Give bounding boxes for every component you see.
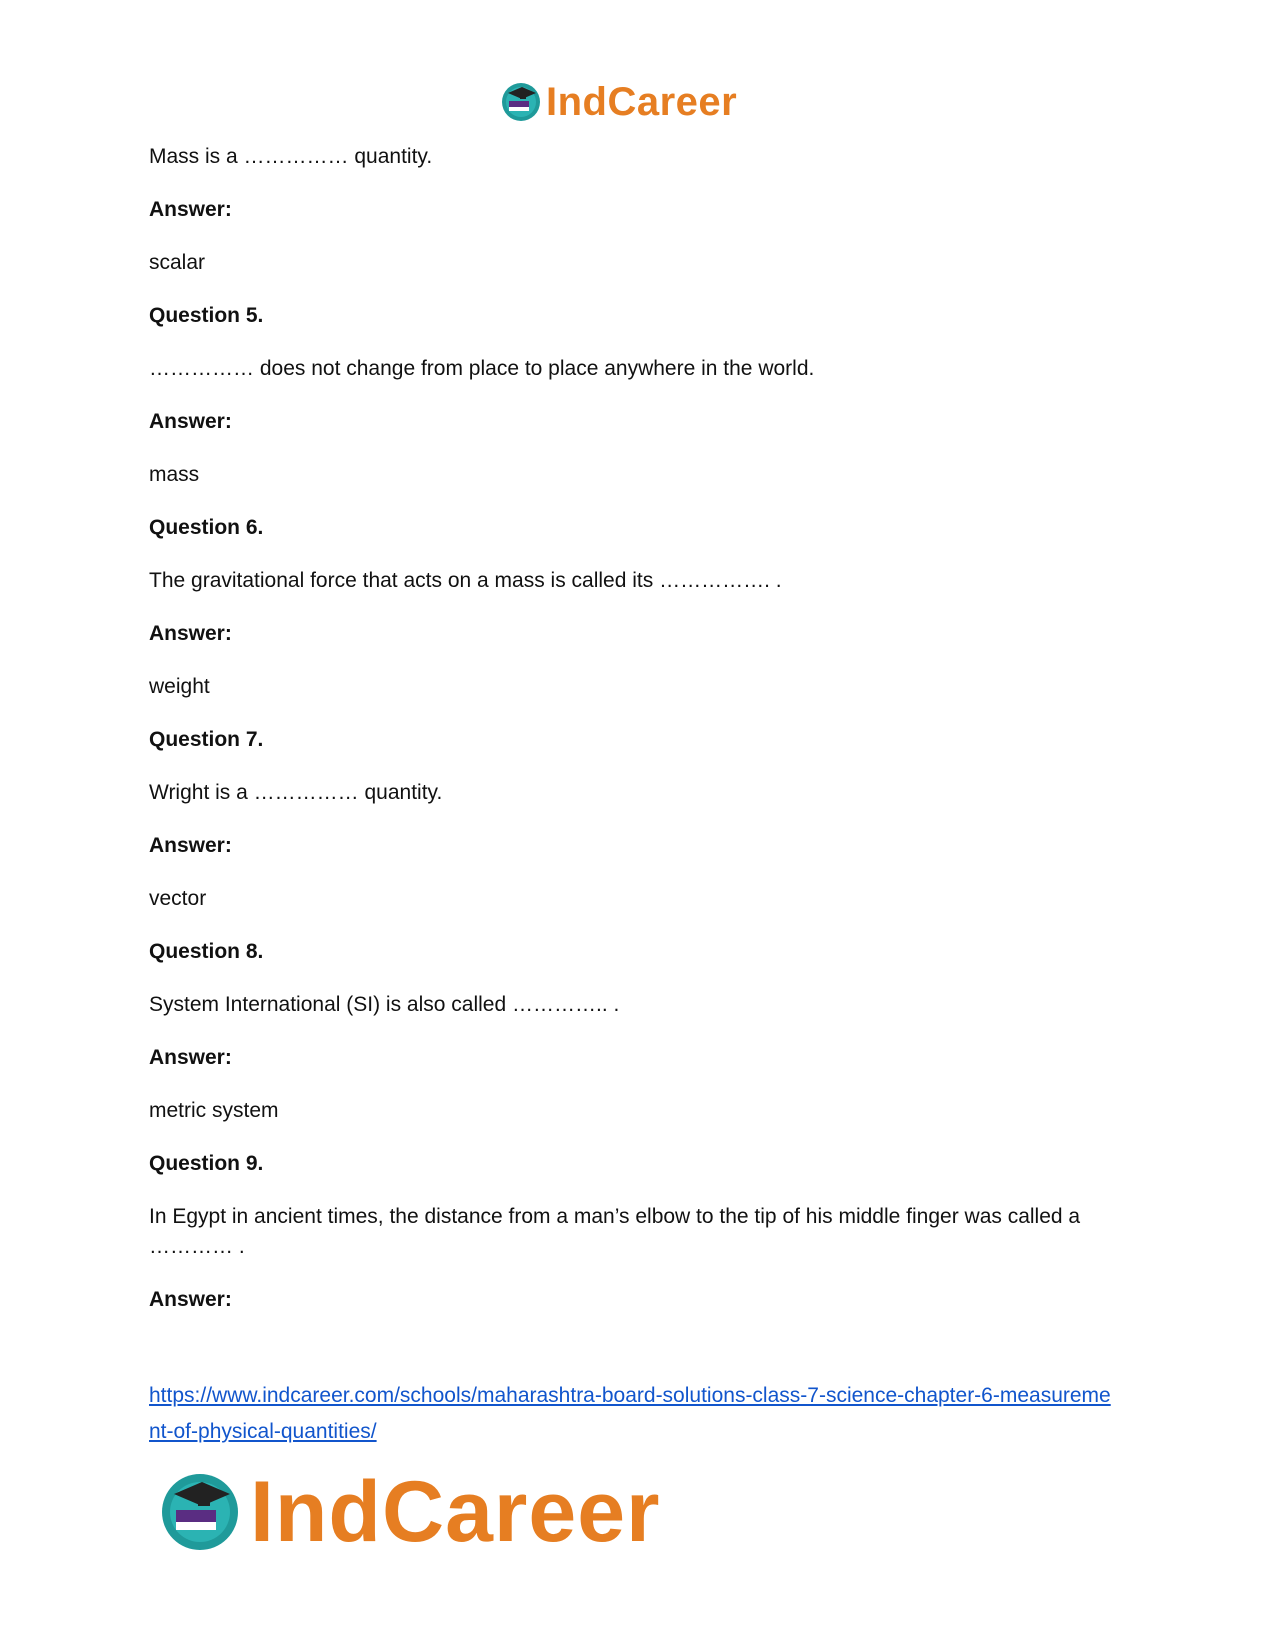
question-text: Wright is a …………… quantity. <box>149 781 443 804</box>
answer-text: weight <box>149 675 210 698</box>
question-heading: Question 9. <box>149 1152 264 1175</box>
logo-globe-icon <box>500 81 542 123</box>
answer-label: Answer: <box>149 198 232 221</box>
question-heading: Question 8. <box>149 940 264 963</box>
question-text: System International (SI) is also called ………….. . <box>149 993 620 1016</box>
answer-label: Answer: <box>149 1046 232 1069</box>
answer-label: Answer: <box>149 1288 232 1311</box>
footer-logo <box>158 1462 661 1562</box>
answer-label: Answer: <box>149 622 232 645</box>
logo-globe-icon <box>158 1470 242 1554</box>
question-text: In Egypt in ancient times, the distance from a man’s elbow to the tip of his middle finger was called a ………… . <box>149 1205 1081 1258</box>
source-link[interactable]: https://www.indcareer.com/schools/maharashtra-board-solutions-class-7-science-chapter-6-measurement-of-physical-quantities/ <box>149 1384 1111 1443</box>
answer-text: metric system <box>149 1099 279 1122</box>
question-text: …………… does not change from place to place anywhere in the world. <box>149 357 815 380</box>
answer-label: Answer: <box>149 834 232 857</box>
answer-text: scalar <box>149 251 206 274</box>
answer-text: vector <box>149 887 207 910</box>
header-logo <box>500 78 737 126</box>
question-heading: Question 6. <box>149 516 264 539</box>
answer-label: Answer: <box>149 410 232 433</box>
logo-text: IndCareer <box>546 79 738 124</box>
question-heading: Question 7. <box>149 728 264 751</box>
question-text: The gravitational force that acts on a mass is called its ……………. . <box>149 569 782 592</box>
question-heading: Question 5. <box>149 304 264 327</box>
answer-text: mass <box>149 463 200 486</box>
logo-text: IndCareer <box>250 1463 661 1560</box>
question-text: Mass is a …………… quantity. <box>149 145 433 168</box>
